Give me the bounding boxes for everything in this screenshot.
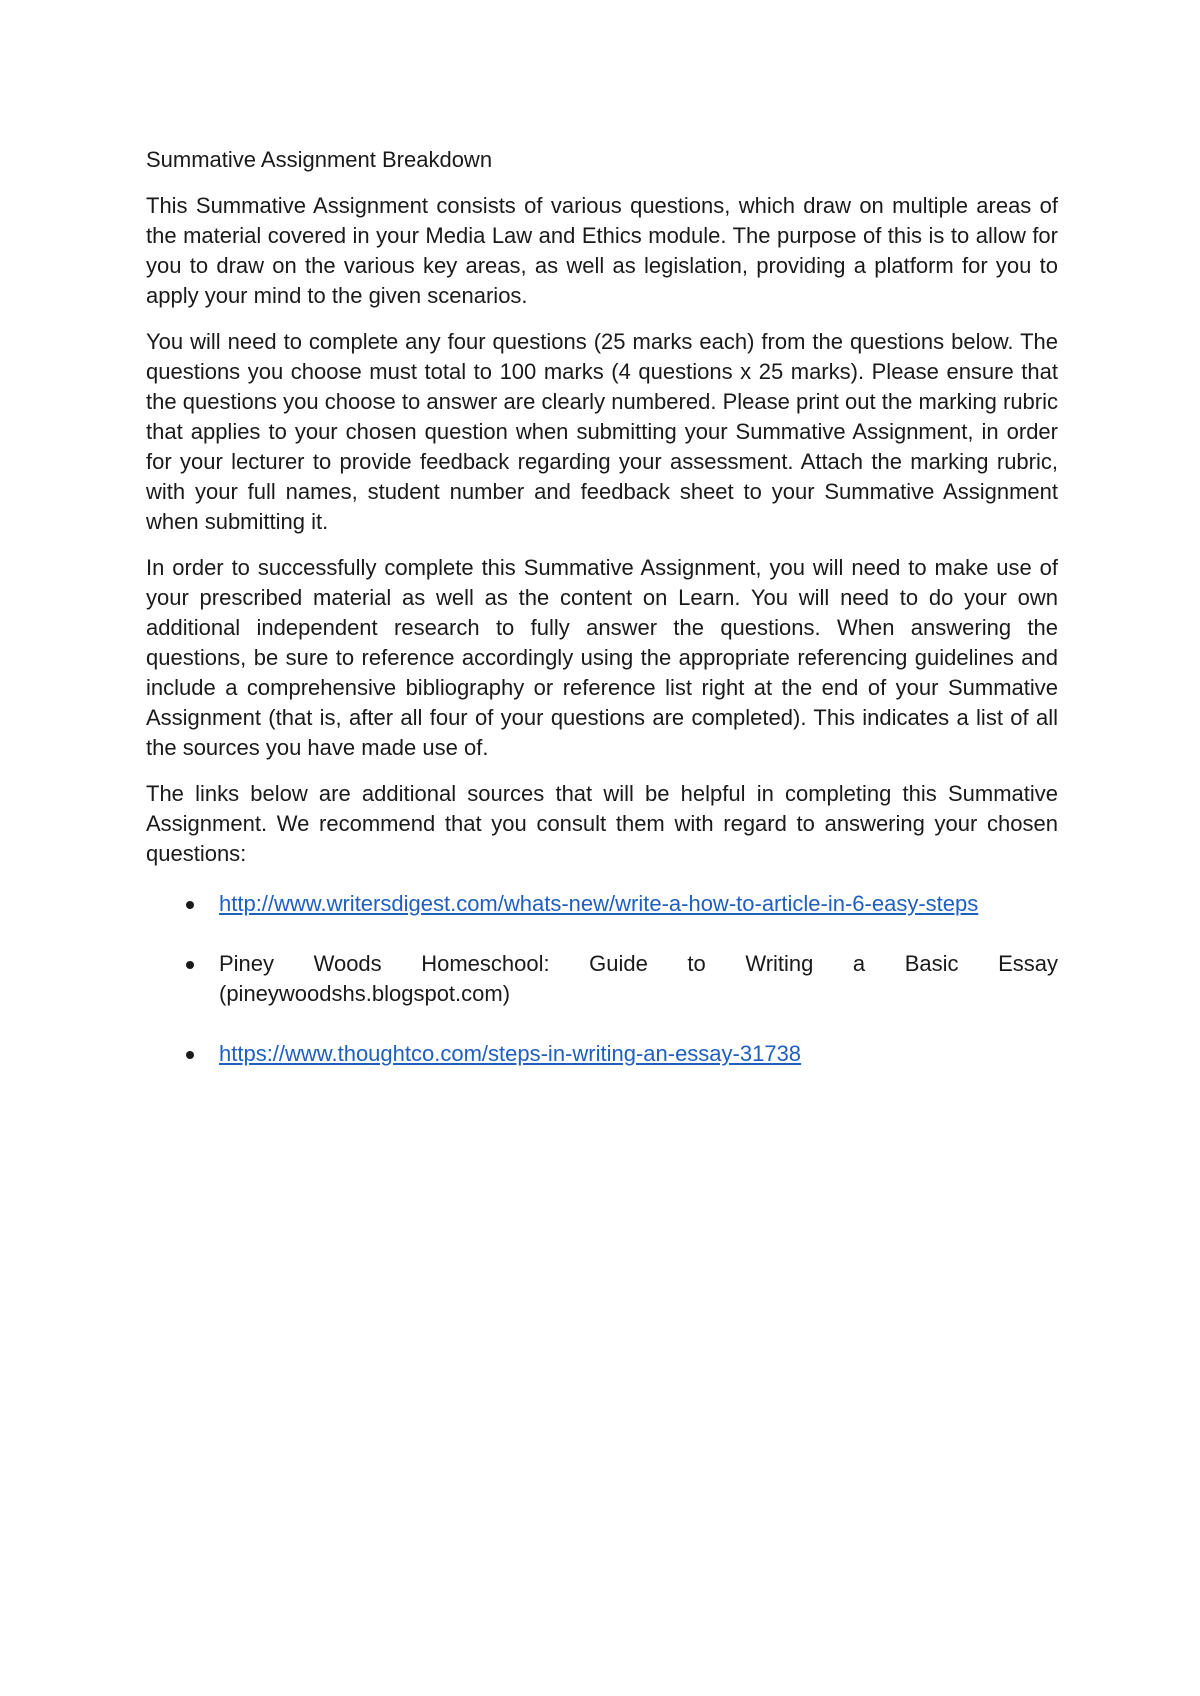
resource-list: [146, 889, 1058, 1069]
piney-woods-reference: Piney Woods Homeschool: Guide to Writing a Basic Essay (pineywoodshs.blogspot.com): [219, 951, 1058, 1006]
links-intro-paragraph: The links below are additional sources that will be helpful in completing this Summative Assignment. We recommend that you consult them with regard to answering your chosen questions:: [146, 781, 1058, 866]
bullet-icon: [186, 961, 194, 969]
intro-paragraph: This Summative Assignment consists of various questions, which draw on multiple areas of the material covered in your Media Law and Ethics module. The purpose of this is to allow for you to draw on the various key areas, as well as legislation, providing a platform for you to apply your mind to the given scenarios.: [146, 193, 1058, 308]
research-paragraph: In order to successfully complete this Summative Assignment, you will need to make use of your prescribed material as well as the content on Learn. You will need to do your own additional independent research to fully answer the questions. When answering the questions, be sure to reference accordingly using the appropriate referencing guidelines and include a comprehensive bibliography or reference list right at the end of your Summative Assignment (that is, after all four of your questions are completed). This indicates a list of all the sources you have made use of.: [146, 555, 1058, 760]
list-item: [146, 1039, 1058, 1069]
list-item: [146, 949, 1058, 1009]
bullet-icon: [186, 901, 194, 909]
instructions-paragraph: You will need to complete any four questions (25 marks each) from the questions below. The questions you choose must total to 100 marks (4 questions x 25 marks). Please ensure that the questions you choose to answer are clearly numbered. Please print out the marking rubric that applies to your chosen question when submitting your Summative Assignment, in order for your lecturer to provide feedback regarding your assessment. Attach the marking rubric, with your full names, student number and feedback sheet to your Summative Assignment when submitting it.: [146, 329, 1058, 534]
document-body: [146, 145, 1058, 1099]
thoughtco-link[interactable]: https://www.thoughtco.com/steps-in-writing-an-essay-31738: [219, 1041, 802, 1066]
bullet-icon: [186, 1051, 194, 1059]
list-item: [146, 889, 1058, 919]
page-title: Summative Assignment Breakdown: [146, 147, 493, 172]
writersdigest-link[interactable]: http://www.writersdigest.com/whats-new/write-a-how-to-article-in-6-easy-steps: [219, 891, 979, 916]
